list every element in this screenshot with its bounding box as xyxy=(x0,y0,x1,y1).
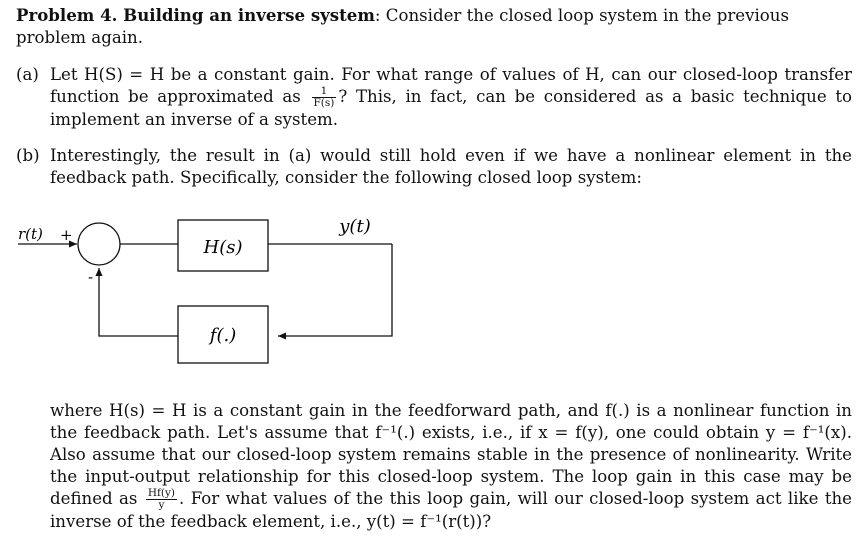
part-a-text-1: Let H(S) = H be a constant gain. For what range of values of H, can our closed-loop transfer function be approximated as xyxy=(50,65,852,106)
input-label: r(t) xyxy=(18,225,43,243)
part-a-fraction xyxy=(312,86,337,109)
plus-sign: + xyxy=(60,226,73,244)
problem-intro: : Consider the closed loop system in the previous problem again. xyxy=(16,6,789,47)
part-a-label: (a) xyxy=(16,65,39,84)
forward-block-label: H(s) xyxy=(203,237,243,258)
feedback-block-label: f(.) xyxy=(209,325,237,346)
followup-text-1: where H(s) = H is a constant gain in the feedforward path, and f(.) is a nonlinear function in the feedback path. Let's assume that f⁻¹(.) exists, i.e., if x = f(y), one could obtain y = f⁻¹(x). Also assume that our closed-loop system remains stable in the presence of nonlinearity. Write the input-output relationship for this closed-loop system. The loop gain in this case may be defined as xyxy=(50,401,852,508)
feedback-line-left xyxy=(99,268,178,336)
output-label: y(t) xyxy=(339,216,371,237)
problem-title: Problem 4. Building an inverse system xyxy=(16,5,375,25)
feedback-line-right xyxy=(278,244,392,336)
problem-heading xyxy=(16,4,852,49)
part-a xyxy=(16,64,852,131)
followup-paragraph xyxy=(50,400,852,533)
followup-text-2: . For what values of the this loop gain, will our closed-loop system act like the inverse of the feedback element, i.e., y(t) = f⁻¹(r(t))? xyxy=(50,489,852,531)
loop-gain-fraction xyxy=(146,488,177,511)
block-diagram xyxy=(0,210,420,365)
loop-gain-num: Hf(y) xyxy=(147,487,176,499)
part-a-text xyxy=(50,64,852,131)
loop-gain-den: y xyxy=(158,499,165,511)
part-a-frac-den: F(s) xyxy=(313,97,335,109)
part-a-frac-num: 1 xyxy=(312,86,337,98)
part-b-text: Interestingly, the result in (a) would still hold even if we have a nonlinear element in the feedback path. Specifically, consider the following closed loop system: xyxy=(50,146,852,187)
minus-sign: - xyxy=(88,268,94,286)
part-a-text-2: ? This, in fact, can be considered as a basic technique to implement an inverse of a system. xyxy=(50,87,852,129)
part-b-label: (b) xyxy=(16,146,40,165)
summing-junction xyxy=(78,223,120,265)
part-b xyxy=(16,145,852,189)
